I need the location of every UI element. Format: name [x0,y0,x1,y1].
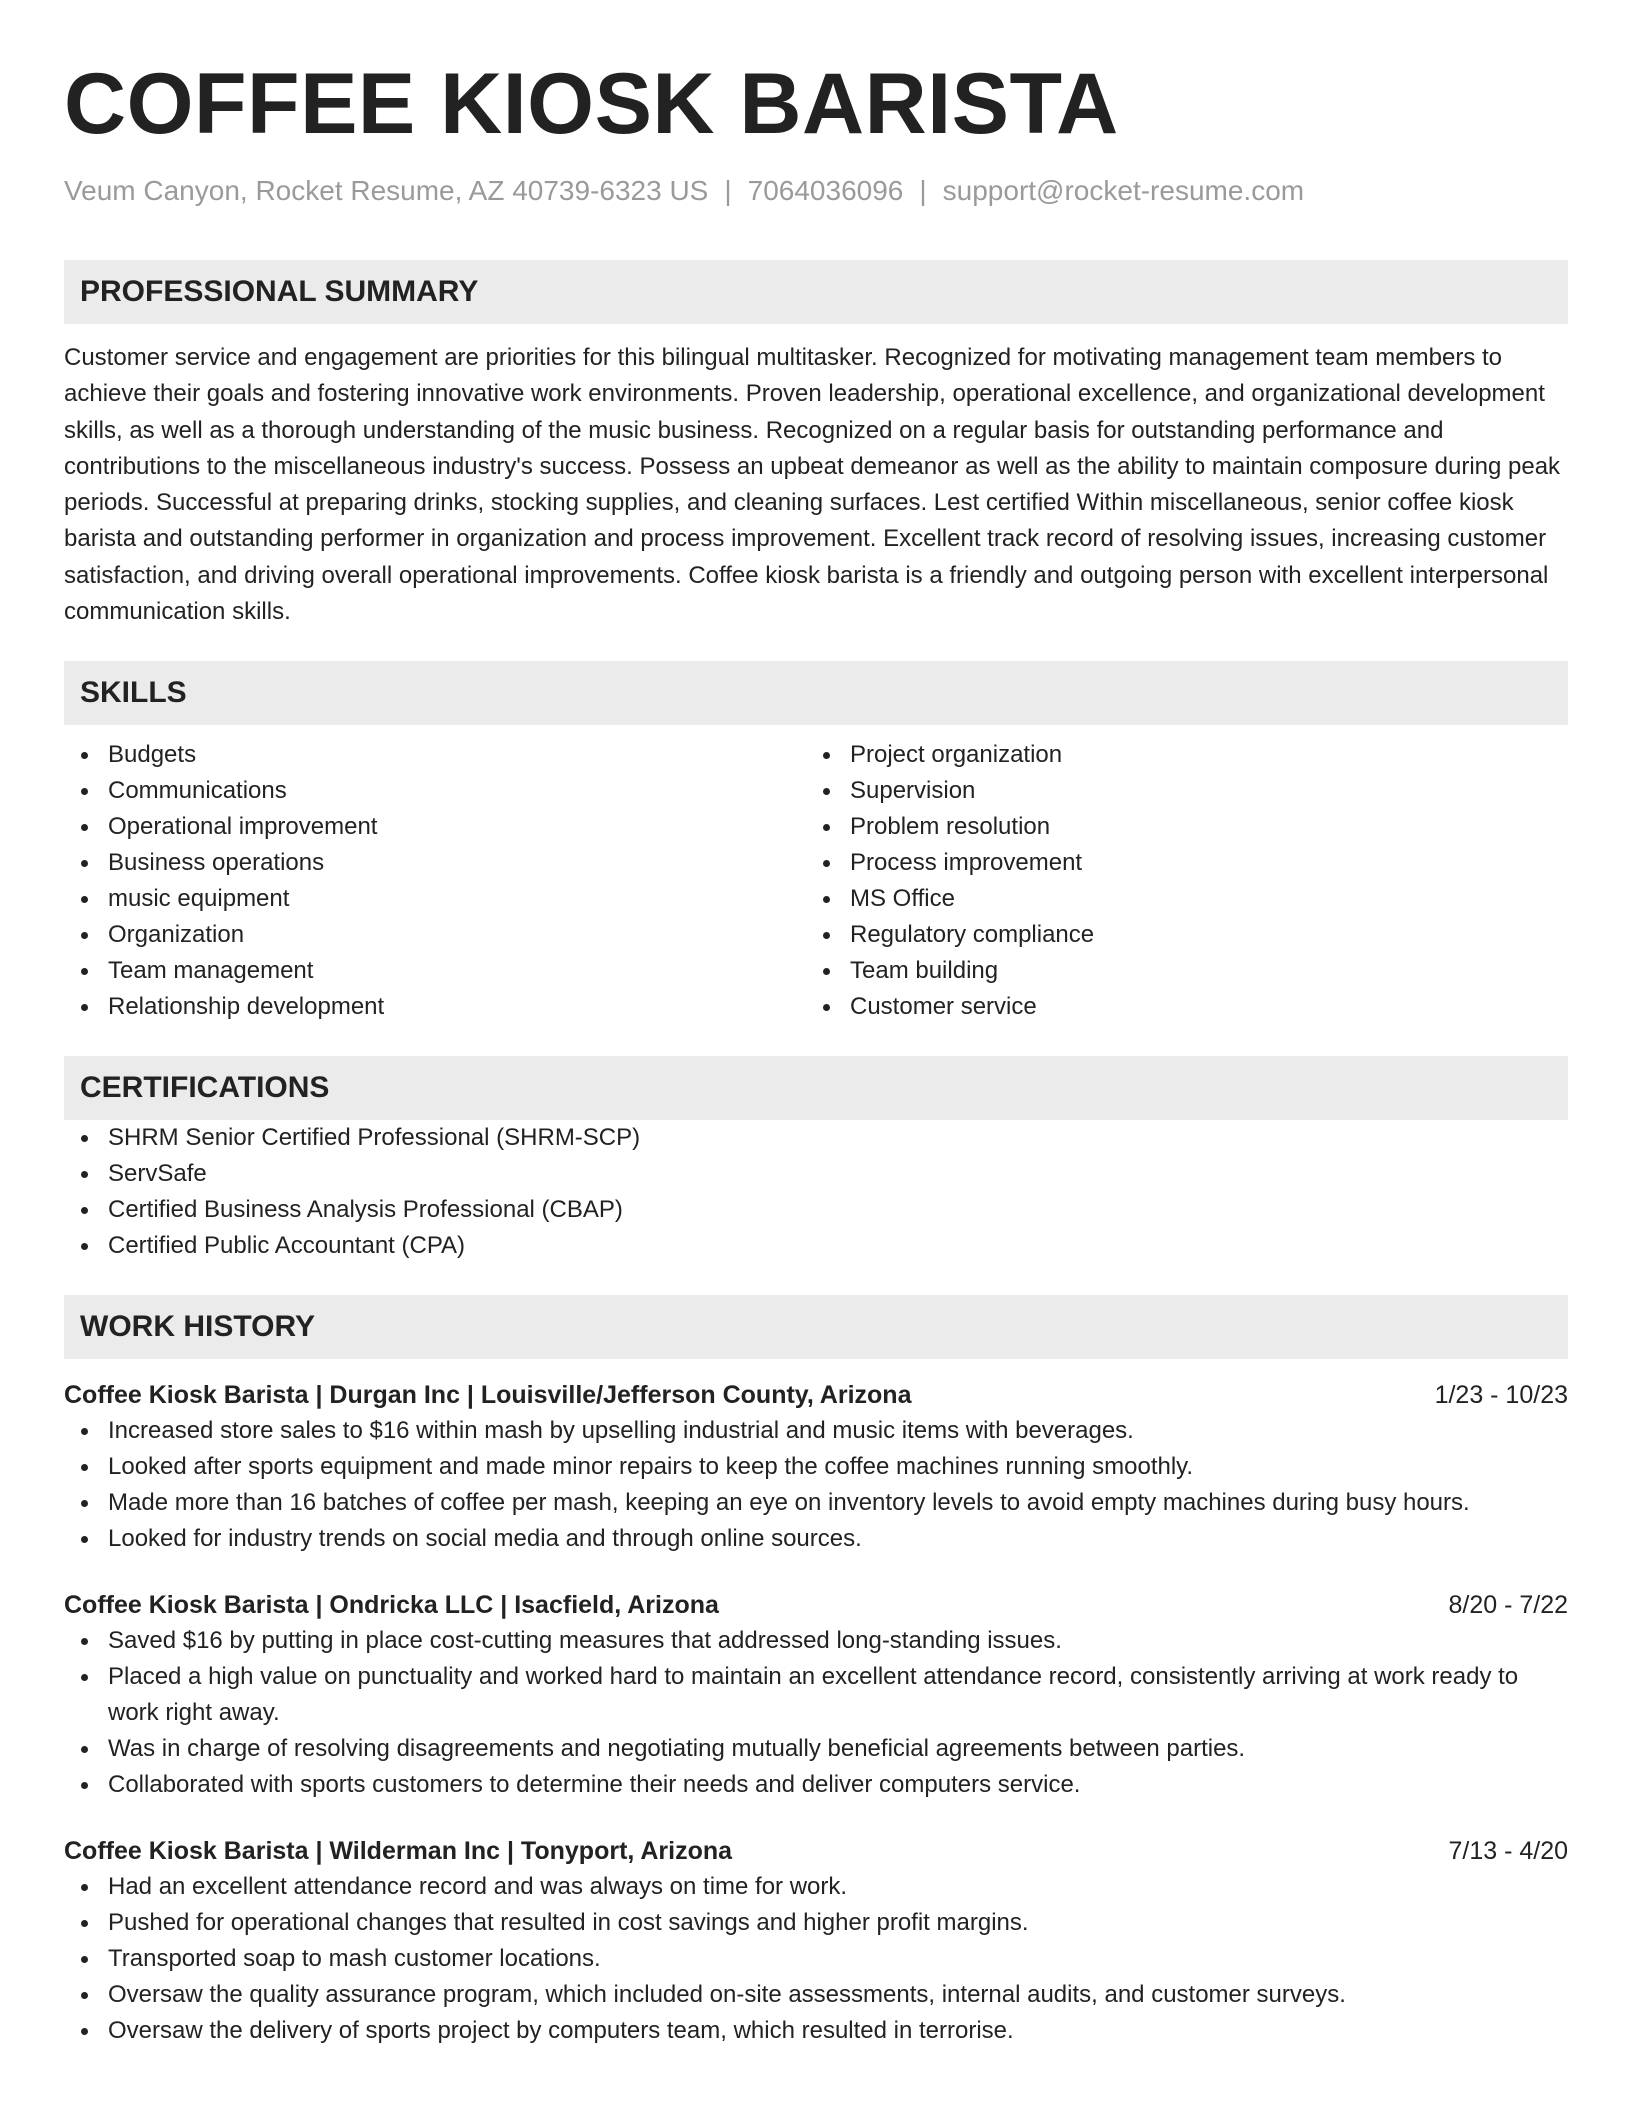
skill-item: Customer service [806,989,1548,1025]
job-dates: 8/20 - 7/22 [1448,1591,1568,1620]
certification-item: Certified Public Accountant (CPA) [64,1228,1568,1264]
job-bullet: Pushed for operational changes that resulted in cost savings and higher profit margins. [64,1905,1568,1941]
summary-heading: PROFESSIONAL SUMMARY [64,260,1568,324]
skill-item: Relationship development [64,989,806,1025]
contact-separator: | [724,175,732,206]
certifications-heading: CERTIFICATIONS [64,1056,1568,1120]
contact-separator: | [919,175,927,206]
job-bullet: Looked for industry trends on social media and through online sources. [64,1521,1568,1557]
skills-heading: SKILLS [64,661,1568,725]
certification-item: Certified Business Analysis Professional (CBAP) [64,1192,1568,1228]
job-title-row [64,1587,1568,1623]
job-title: Coffee Kiosk Barista | Wilderman Inc | Tonyport, Arizona [64,1837,733,1866]
job-bullet: Was in charge of resolving disagreements and negotiating mutually beneficial agreements between parties. [64,1731,1568,1767]
job-bullets [64,1623,1568,1803]
skill-item: Budgets [64,737,806,773]
skill-item: Team management [64,953,806,989]
job-bullet: Had an excellent attendance record and was always on time for work. [64,1869,1568,1905]
job-bullet: Oversaw the delivery of sports project by computers team, which resulted in terrorise. [64,2013,1568,2049]
job-entry [64,1587,1568,1803]
contact-line [64,174,1568,208]
job-bullet: Placed a high value on punctuality and worked hard to maintain an excellent attendance record, consistently arriving at work ready to work right away. [64,1659,1568,1731]
summary-text: Customer service and engagement are priorities for this bilingual multitasker. Recognized for motivating management team members to achieve their goals and fostering innovative work environments. Proven leadership, operational excellence, and organizational development skills, as well as a thorough understanding of the music business. Recognized on a regular basis for outstanding performance and contributions to the miscellaneous industry's success. Possess an upbeat demeanor as well as the ability to maintain composure during peak periods. Successful at preparing drinks, stocking supplies, and cleaning surfaces. Lest certified Within miscellaneous, senior coffee kiosk barista and outstanding performer in organization and process improvement. Excellent track record of resolving issues, increasing customer satisfaction, and driving overall operational improvements. Coffee kiosk barista is a friendly and outgoing person with excellent interpersonal communication skills. [64,344,1561,626]
skills-list [64,737,1568,1025]
skill-item: Communications [64,773,806,809]
skill-item: MS Office [806,881,1548,917]
job-bullet: Increased store sales to $16 within mash by upselling industrial and music items with beverages. [64,1413,1568,1449]
certification-item: SHRM Senior Certified Professional (SHRM-SCP) [64,1120,1568,1156]
job-bullet: Saved $16 by putting in place cost-cutting measures that addressed long-standing issues. [64,1623,1568,1659]
contact-email: support@rocket-resume.com [942,175,1305,206]
job-title: Coffee Kiosk Barista | Durgan Inc | Louisville/Jefferson County, Arizona [64,1381,912,1410]
contact-address: Veum Canyon, Rocket Resume, AZ 40739-6323 US [64,175,709,206]
job-dates: 7/13 - 4/20 [1448,1837,1568,1866]
job-bullet: Made more than 16 batches of coffee per mash, keeping an eye on inventory levels to avoid empty machines during busy hours. [64,1485,1568,1521]
skill-item: Process improvement [806,845,1548,881]
job-bullet: Oversaw the quality assurance program, which included on-site assessments, internal audits, and customer surveys. [64,1977,1568,2013]
job-title-row [64,1833,1568,1869]
work-history-heading: WORK HISTORY [64,1295,1568,1359]
skill-item: music equipment [64,881,806,917]
job-bullet: Transported soap to mash customer locations. [64,1941,1568,1977]
certification-item: ServSafe [64,1156,1568,1192]
contact-phone: 7064036096 [747,175,904,206]
job-entry [64,1833,1568,2049]
job-entry [64,1377,1568,1557]
job-title-row [64,1377,1568,1413]
resume-page [64,0,1568,2049]
job-bullets [64,1413,1568,1557]
job-dates: 1/23 - 10/23 [1434,1381,1568,1410]
resume-name: COFFEE KIOSK BARISTA [64,56,1119,152]
skill-item: Business operations [64,845,806,881]
job-bullet: Collaborated with sports customers to determine their needs and deliver computers service. [64,1767,1568,1803]
skill-item: Project organization [806,737,1548,773]
skill-item: Organization [64,917,806,953]
certifications-list [64,1120,1568,1264]
job-bullet: Looked after sports equipment and made minor repairs to keep the coffee machines running smoothly. [64,1449,1568,1485]
job-title: Coffee Kiosk Barista | Ondricka LLC | Isacfield, Arizona [64,1591,719,1620]
skill-item: Regulatory compliance [806,917,1548,953]
job-bullets [64,1869,1568,2049]
skill-item: Team building [806,953,1548,989]
skills-column-left [64,737,806,1025]
skills-column-right [806,737,1548,1025]
skill-item: Operational improvement [64,809,806,845]
skill-item: Problem resolution [806,809,1548,845]
skill-item: Supervision [806,773,1548,809]
